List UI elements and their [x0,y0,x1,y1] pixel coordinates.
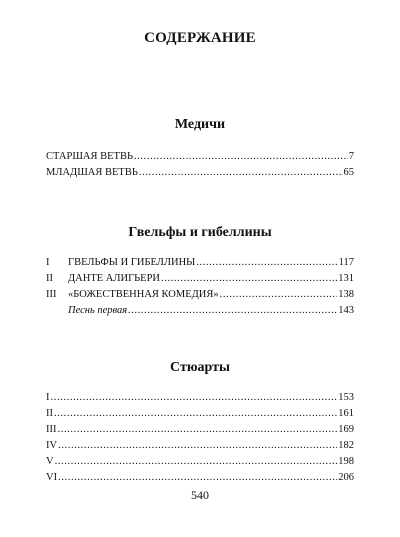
section-heading-stuarts: Стюарты [170,360,230,375]
toc-entry-page: 161 [338,408,354,419]
toc-entry-number: II [46,408,53,419]
leader-dots [51,391,338,404]
toc-entry-page: 198 [338,456,354,467]
toc-entry-label: ГВЕЛЬФЫ И ГИБЕЛЛИНЫ [68,257,196,268]
toc-entry-page: 131 [338,273,354,284]
page-number: 540 [191,488,209,502]
toc-entry [46,272,354,285]
toc-entry-label: «БОЖЕСТВЕННАЯ КОМЕДИЯ» [68,289,219,300]
toc-entry-label: МЛАДШАЯ ВЕТВЬ [46,167,138,178]
toc-entry [46,256,354,269]
toc-entry-number: I [46,257,50,268]
page-title: СОДЕРЖАНИЕ [144,30,256,46]
toc-entry-page: 153 [338,392,354,403]
toc-entry-number: V [46,456,54,467]
toc-entry [46,391,354,404]
toc-entry-page: 65 [343,167,354,178]
toc-entry-page: 138 [338,289,354,300]
toc-entry-label: СТАРШАЯ ВЕТВЬ [46,151,133,162]
toc-entry-page: 169 [338,424,354,435]
toc-entry-number: IV [46,440,58,451]
leader-dots [196,256,337,269]
leader-dots [220,288,338,301]
toc-entry-page: 182 [338,440,354,451]
leader-dots [134,150,348,163]
toc-entry [68,304,354,317]
section-heading-medici: Медичи [174,117,226,132]
section-heading-guelphs: Гвельфы и гибеллины [128,225,272,240]
leader-dots [58,423,338,436]
toc-entry-number: III [46,289,57,300]
toc-entry-page: 206 [338,472,354,483]
toc-entry-number: I [46,392,50,403]
toc-entry-label: Песнь первая [68,305,128,316]
toc-entry-page: 117 [338,257,354,268]
leader-dots [54,407,337,420]
leader-dots [58,439,337,452]
leader-dots [55,455,338,468]
toc-entry-page: 7 [348,151,354,162]
toc-entry [46,455,354,468]
toc-entry [46,423,354,436]
toc-entry [46,407,354,420]
leader-dots [58,471,337,484]
toc-entry [46,439,354,452]
leader-dots [139,166,343,179]
toc-entry [46,166,354,179]
leader-dots [161,272,337,285]
toc-entry-number: II [46,273,53,284]
toc-entry-number: VI [46,472,58,483]
toc-entry [46,471,354,484]
toc-entry-number: III [46,424,57,435]
toc-entry-page: 143 [338,305,354,316]
toc-entry [46,288,354,301]
toc-entry-label: ДАНТЕ АЛИГЬЕРИ [68,273,161,284]
toc-entry [46,150,354,163]
leader-dots [128,304,337,317]
